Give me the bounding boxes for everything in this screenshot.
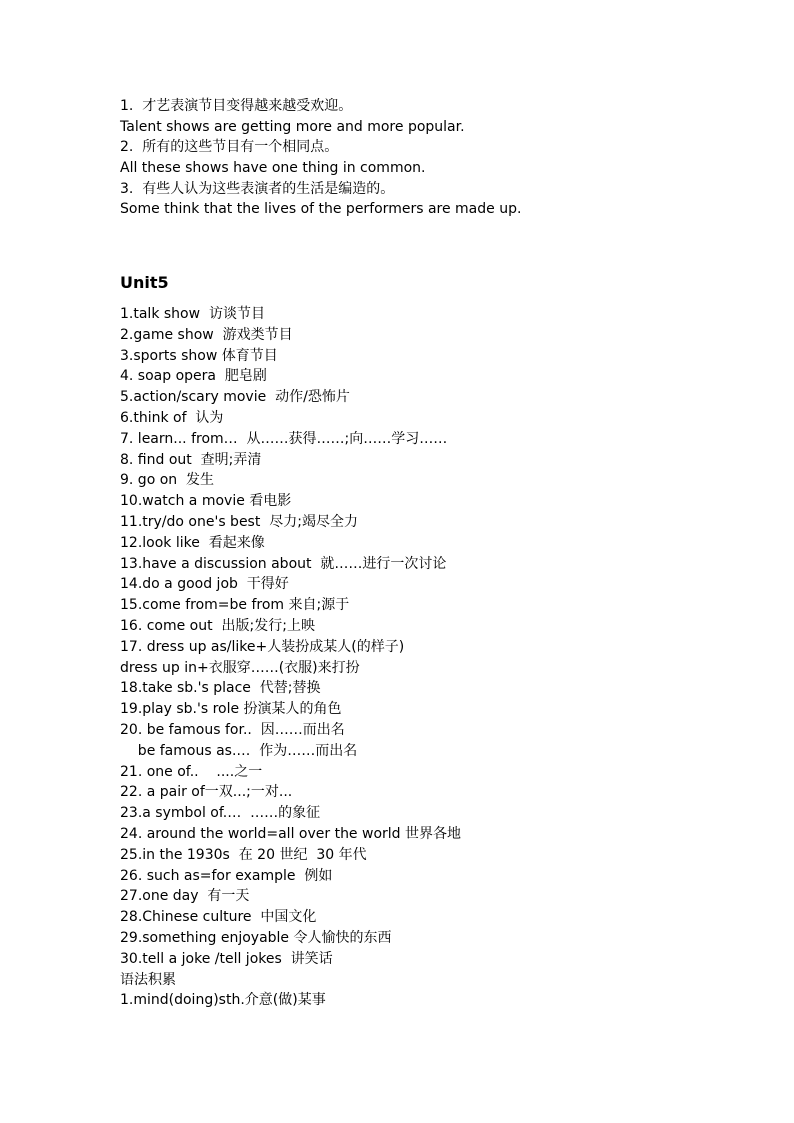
- vocab-item: 2.game show 游戏类节目: [120, 326, 293, 343]
- vocab-item: dress up in+衣服穿……(衣服)来打扮: [120, 659, 360, 676]
- vocab-item: be famous as.… 作为……而出名: [120, 742, 358, 759]
- vocab-item: 18.take sb.'s place 代替;替换: [120, 680, 321, 697]
- vocabulary-list: [120, 304, 740, 1011]
- sentence-1-chinese: 1. 才艺表演节目变得越来越受欢迎。: [120, 98, 353, 114]
- vocab-item: 6.think of 认为: [120, 409, 224, 426]
- vocab-item: 12.look like 看起来像: [120, 534, 265, 551]
- vocab-item: 20. be famous for.. 因……而出名: [120, 721, 345, 738]
- vocab-item: 21. one of.. ....之一: [120, 763, 263, 780]
- sentence-1-english: Talent shows are getting more and more popular.: [120, 118, 465, 135]
- sentence-3-chinese: 3. 有些人认为这些表演者的生活是编造的。: [120, 180, 395, 197]
- vocab-item: 16. come out 出版;发行;上映: [120, 617, 315, 634]
- vocab-item: 14.do a good job 干得好: [120, 576, 289, 593]
- vocab-item: 30.tell a joke /tell jokes 讲笑话: [120, 950, 333, 967]
- vocab-item: 3.sports show 体育节目: [120, 347, 278, 364]
- sentence-3-english: Some think that the lives of the performers are made up.: [120, 201, 522, 218]
- vocab-item: 10.watch a movie 看电影: [120, 493, 292, 510]
- vocab-item: 25.in the 1930s 在 20 世纪 30 年代: [120, 846, 367, 863]
- vocab-item: 22. a pair of一双...;一对...: [120, 784, 293, 801]
- vocab-item: 5.action/scary movie 动作/恐怖片: [120, 389, 350, 406]
- sentence-2-chinese: 2. 所有的这些节目有一个相同点。: [120, 139, 339, 156]
- vocab-item: 8. find out 查明;弄清: [120, 451, 262, 468]
- vocab-item: 27.one day 有一天: [120, 888, 250, 905]
- vocab-item: 23.a symbol of.… ……的象征: [120, 805, 321, 822]
- unit-heading: Unit5: [120, 273, 169, 292]
- vocab-item: 15.come from=be from 来自;源于: [120, 597, 350, 614]
- vocab-item: 1.talk show 访谈节目: [120, 306, 265, 322]
- grammar-item: 1.mind(doing)sth.介意(做)某事: [120, 992, 326, 1009]
- vocab-item: 11.try/do one's best 尽力;竭尽全力: [120, 513, 358, 530]
- example-sentences: [120, 96, 740, 220]
- vocab-item: 24. around the world=all over the world 世界各地: [120, 825, 461, 842]
- vocab-item: 4. soap opera 肥皂剧: [120, 368, 267, 385]
- vocab-item: 29.something enjoyable 令人愉快的东西: [120, 929, 392, 946]
- sentence-2-english: All these shows have one thing in common.: [120, 160, 426, 177]
- vocab-item: 7. learn... from… 从……获得……;向……学习……: [120, 430, 448, 447]
- vocab-item: 28.Chinese culture 中国文化: [120, 909, 317, 926]
- vocab-item: 17. dress up as/like+人装扮成某人(的样子): [120, 638, 405, 655]
- vocab-item: 9. go on 发生: [120, 472, 215, 489]
- vocab-item: 13.have a discussion about 就……进行一次讨论: [120, 555, 447, 572]
- vocab-item: 26. such as=for example 例如: [120, 867, 333, 884]
- vocab-item: 19.play sb.'s role 扮演某人的角色: [120, 701, 342, 718]
- grammar-heading: 语法积累: [120, 971, 176, 988]
